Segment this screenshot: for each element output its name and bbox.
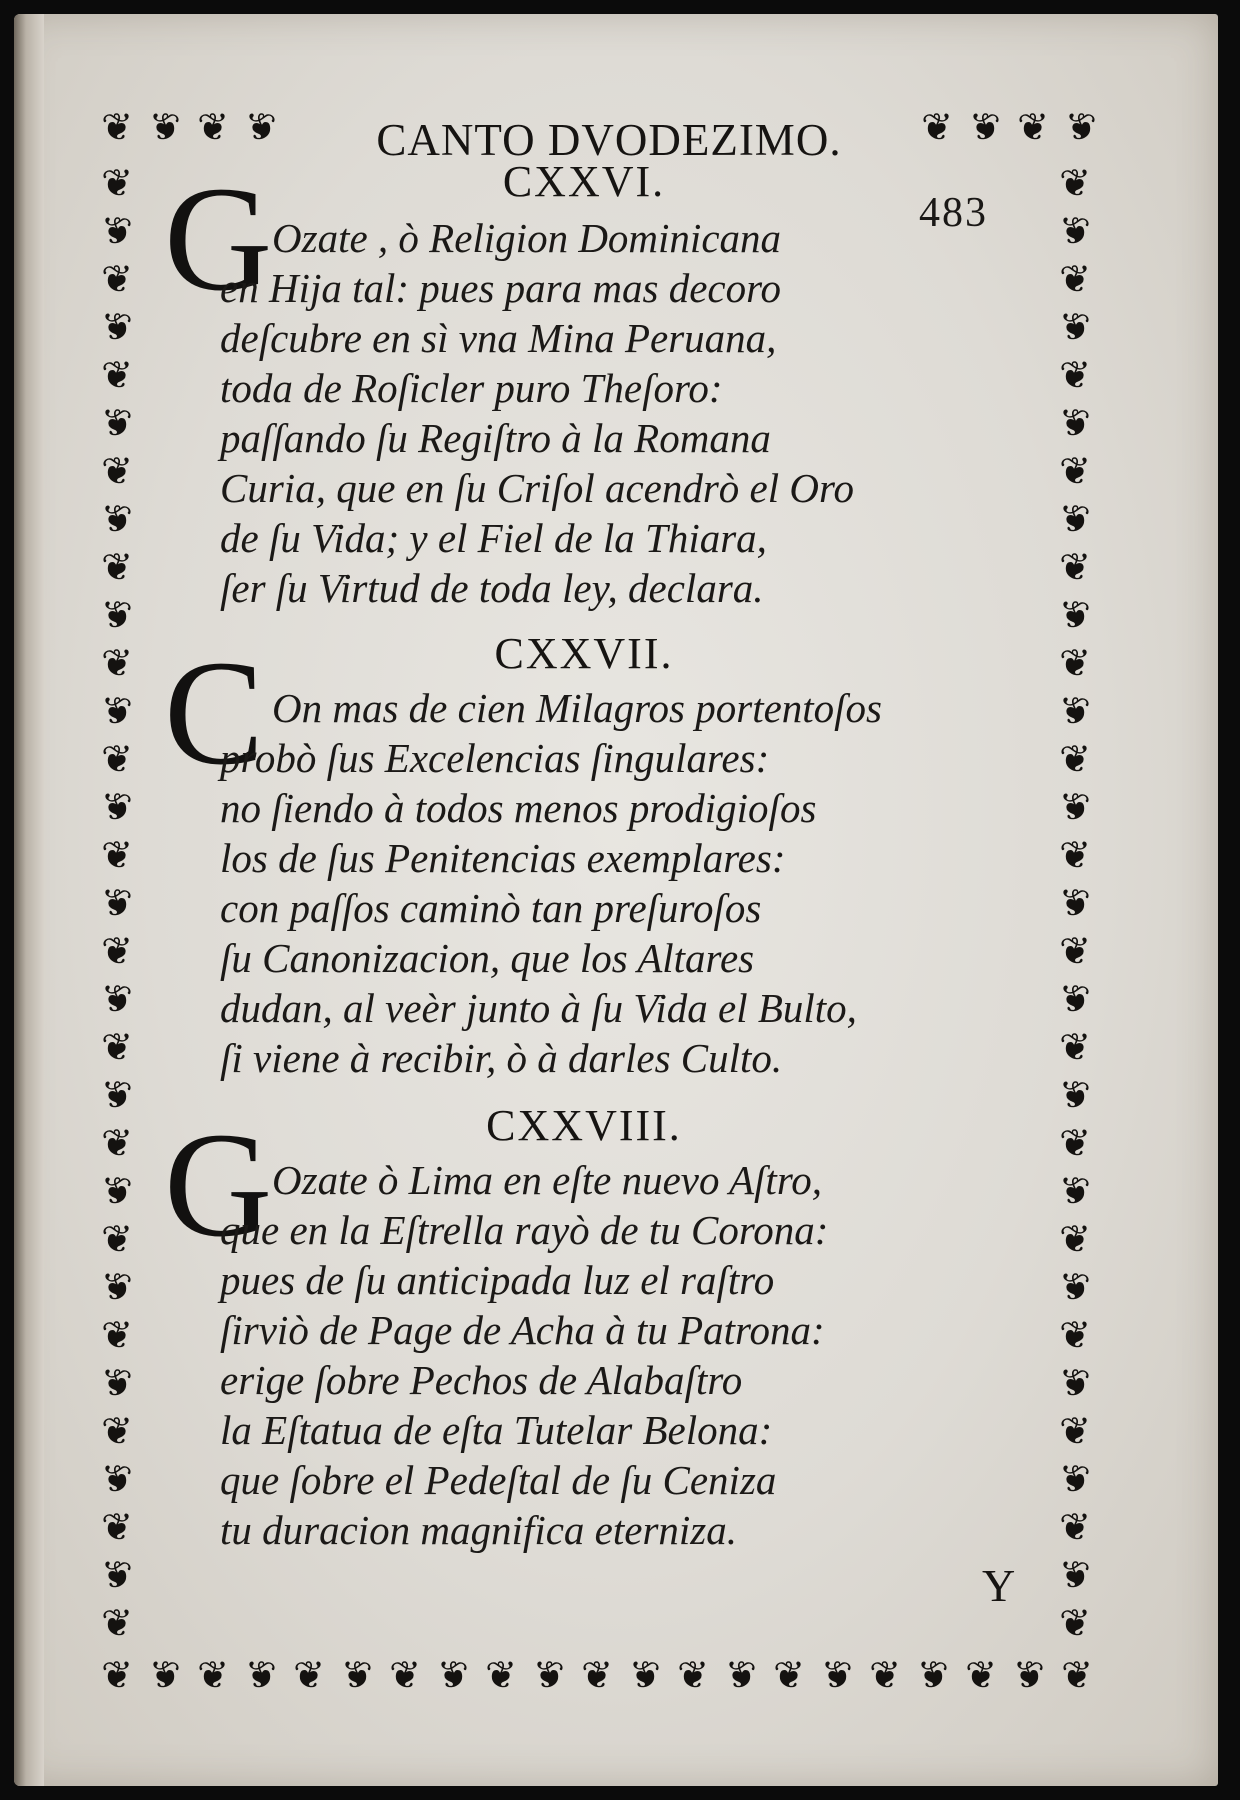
fleuron-ornament: ❦ (1059, 1505, 1091, 1549)
fleuron-ornament: ❦ (1059, 161, 1091, 205)
fleuron-ornament: ❦ (1059, 1169, 1091, 1213)
fleuron-ornament: ❦ (101, 1505, 133, 1549)
fleuron-ornament: ❦ (101, 209, 133, 253)
verse-line: probò ſus Excelencias ſingulares: (220, 735, 770, 781)
fleuron-ornament: ❦ (1059, 641, 1091, 685)
stanza-2 (164, 628, 944, 1098)
border-bottom (96, 1654, 1098, 1696)
border-right (1054, 162, 1096, 1644)
fleuron-ornament: ❦ (101, 641, 133, 685)
verse-line: tu duracion magnifica eterniza. (220, 1507, 738, 1553)
fleuron-ornament: ❦ (101, 449, 133, 493)
verse-line: dudan, al veèr junto à ſu Vida el Bulto, (220, 985, 857, 1031)
border-left (96, 162, 138, 1644)
fleuron-ornament: ❦ (101, 689, 133, 733)
fleuron-ornament: ❦ (1059, 1601, 1091, 1645)
fleuron-ornament: ❦ (485, 1653, 517, 1697)
page-number: 483 (919, 190, 988, 236)
fleuron-ornament: ❦ (101, 105, 133, 149)
fleuron-ornament: ❦ (1059, 449, 1091, 493)
signature-mark: Y (982, 1560, 1016, 1611)
fleuron-ornament: ❦ (101, 1409, 133, 1453)
fleuron-ornament: ❦ (1017, 105, 1049, 149)
verse-line: Ozate , ò Religion Dominicana (272, 215, 782, 261)
fleuron-ornament: ❦ (1059, 1313, 1091, 1357)
fleuron-ornament: ❦ (1061, 1653, 1093, 1697)
fleuron-ornament: ❦ (1013, 1653, 1045, 1697)
stanza-number: CXXVI. (502, 157, 666, 206)
drop-cap: C (164, 630, 265, 796)
fleuron-ornament: ❦ (101, 1457, 133, 1501)
fleuron-ornament: ❦ (245, 105, 277, 149)
stanza-3 (164, 1100, 944, 1570)
fleuron-ornament: ❦ (533, 1653, 565, 1697)
fleuron-ornament: ❦ (1059, 257, 1091, 301)
fleuron-ornament: ❦ (101, 1073, 133, 1117)
fleuron-ornament: ❦ (437, 1653, 469, 1697)
fleuron-ornament: ❦ (341, 1653, 373, 1697)
verse-line: ſu Canonizacion, que los Altares (220, 935, 755, 981)
fleuron-ornament: ❦ (293, 1653, 325, 1697)
fleuron-ornament: ❦ (965, 1653, 997, 1697)
fleuron-ornament: ❦ (245, 1653, 277, 1697)
fleuron-ornament: ❦ (101, 305, 133, 349)
verse-line: paſſando ſu Regiſtro à la Romana (220, 415, 771, 461)
verse-line: ſi viene à recibir, ò à darles Culto. (220, 1035, 783, 1081)
fleuron-ornament: ❦ (101, 833, 133, 877)
fleuron-ornament: ❦ (1065, 105, 1097, 149)
fleuron-ornament: ❦ (821, 1653, 853, 1697)
verse-line: deſcubre en sì vna Mina Peruana, (220, 315, 777, 361)
fleuron-ornament: ❦ (197, 105, 229, 149)
border-top-right (916, 106, 1102, 148)
fleuron-ornament: ❦ (101, 257, 133, 301)
fleuron-ornament: ❦ (101, 1121, 133, 1165)
verse-line: Curia, que en ſu Criſol acendrò el Oro (220, 465, 854, 511)
fleuron-ornament: ❦ (1059, 1457, 1091, 1501)
fleuron-ornament: ❦ (869, 1653, 901, 1697)
fleuron-ornament: ❦ (101, 1025, 133, 1069)
fleuron-ornament: ❦ (101, 593, 133, 637)
fleuron-ornament: ❦ (725, 1653, 757, 1697)
fleuron-ornament: ❦ (1059, 1121, 1091, 1165)
fleuron-ornament: ❦ (1059, 593, 1091, 637)
fleuron-ornament: ❦ (101, 929, 133, 973)
fleuron-ornament: ❦ (101, 1553, 133, 1597)
fleuron-ornament: ❦ (101, 1653, 133, 1697)
fleuron-ornament: ❦ (773, 1653, 805, 1697)
verse-line: ſirviò de Page de Acha à tu Patrona: (220, 1307, 825, 1353)
fleuron-ornament: ❦ (1059, 1361, 1091, 1405)
stanza-1 (164, 154, 944, 624)
fleuron-ornament: ❦ (677, 1653, 709, 1697)
fleuron-ornament: ❦ (1059, 1025, 1091, 1069)
verse-line: On mas de cien Milagros portentoſos (272, 685, 883, 731)
verse-line: toda de Roſicler puro Theſoro: (220, 365, 723, 411)
book-page (14, 14, 1218, 1786)
fleuron-ornament: ❦ (101, 353, 133, 397)
verse-line: que ſobre el Pedeſtal de ſu Ceniza (220, 1457, 777, 1503)
fleuron-ornament: ❦ (101, 977, 133, 1021)
fleuron-ornament: ❦ (101, 401, 133, 445)
fleuron-ornament: ❦ (1059, 497, 1091, 541)
fleuron-ornament: ❦ (1059, 737, 1091, 781)
verse-line: que en la Eſtrella rayò de tu Corona: (220, 1207, 829, 1253)
verse-line: no ſiendo à todos menos prodigioſos (220, 785, 817, 831)
fleuron-ornament: ❦ (1059, 785, 1091, 829)
fleuron-ornament: ❦ (1059, 1553, 1091, 1597)
drop-cap: G (164, 1102, 273, 1268)
verse-line: los de ſus Penitencias exemplares: (220, 835, 786, 881)
fleuron-ornament: ❦ (1059, 929, 1091, 973)
fleuron-ornament: ❦ (197, 1653, 229, 1697)
fleuron-ornament: ❦ (101, 1265, 133, 1309)
verse-line: ſer ſu Virtud de toda ley, declara. (220, 565, 764, 611)
fleuron-ornament: ❦ (101, 785, 133, 829)
stanza-number: CXXVII. (494, 629, 674, 678)
verse-line: de ſu Vida; y el Fiel de la Thiara, (220, 515, 767, 561)
fleuron-ornament: ❦ (101, 1361, 133, 1405)
fleuron-ornament: ❦ (101, 497, 133, 541)
fleuron-ornament: ❦ (1059, 401, 1091, 445)
fleuron-ornament: ❦ (1059, 977, 1091, 1021)
fleuron-ornament: ❦ (1059, 305, 1091, 349)
fleuron-ornament: ❦ (917, 1653, 949, 1697)
stanza-number: CXXVIII. (486, 1101, 682, 1150)
fleuron-ornament: ❦ (101, 737, 133, 781)
verse-line: Ozate ò Lima en eſte nuevo Aſtro, (272, 1157, 822, 1203)
fleuron-ornament: ❦ (1059, 1073, 1091, 1117)
fleuron-ornament: ❦ (1059, 545, 1091, 589)
fleuron-ornament: ❦ (1059, 1265, 1091, 1309)
book-spine (14, 14, 44, 1786)
fleuron-ornament: ❦ (629, 1653, 661, 1697)
fleuron-ornament: ❦ (101, 1169, 133, 1213)
fleuron-ornament: ❦ (1059, 1409, 1091, 1453)
fleuron-ornament: ❦ (101, 545, 133, 589)
fleuron-ornament: ❦ (101, 1313, 133, 1357)
fleuron-ornament: ❦ (389, 1653, 421, 1697)
fleuron-ornament: ❦ (921, 105, 953, 149)
verse-line: erige ſobre Pechos de Alabaſtro (220, 1357, 743, 1403)
fleuron-ornament: ❦ (101, 1601, 133, 1645)
verse-line: pues de ſu anticipada luz el raſtro (220, 1257, 775, 1303)
fleuron-ornament: ❦ (1059, 353, 1091, 397)
fleuron-ornament: ❦ (149, 105, 181, 149)
fleuron-ornament: ❦ (101, 161, 133, 205)
fleuron-ornament: ❦ (1059, 881, 1091, 925)
fleuron-ornament: ❦ (1059, 209, 1091, 253)
fleuron-ornament: ❦ (1059, 689, 1091, 733)
drop-cap: G (164, 156, 273, 322)
fleuron-ornament: ❦ (101, 881, 133, 925)
verse-line: en Hija tal: pues para mas decoro (220, 265, 782, 311)
border-top-left (96, 106, 282, 148)
fleuron-ornament: ❦ (149, 1653, 181, 1697)
fleuron-ornament: ❦ (581, 1653, 613, 1697)
verse-line: con paſſos caminò tan preſuroſos (220, 885, 762, 931)
fleuron-ornament: ❦ (969, 105, 1001, 149)
fleuron-ornament: ❦ (1059, 1217, 1091, 1261)
running-head: CANTO DVODEZIMO. (376, 115, 842, 165)
fleuron-ornament: ❦ (1059, 833, 1091, 877)
verse-line: la Eſtatua de eſta Tutelar Belona: (220, 1407, 773, 1453)
fleuron-ornament: ❦ (101, 1217, 133, 1261)
